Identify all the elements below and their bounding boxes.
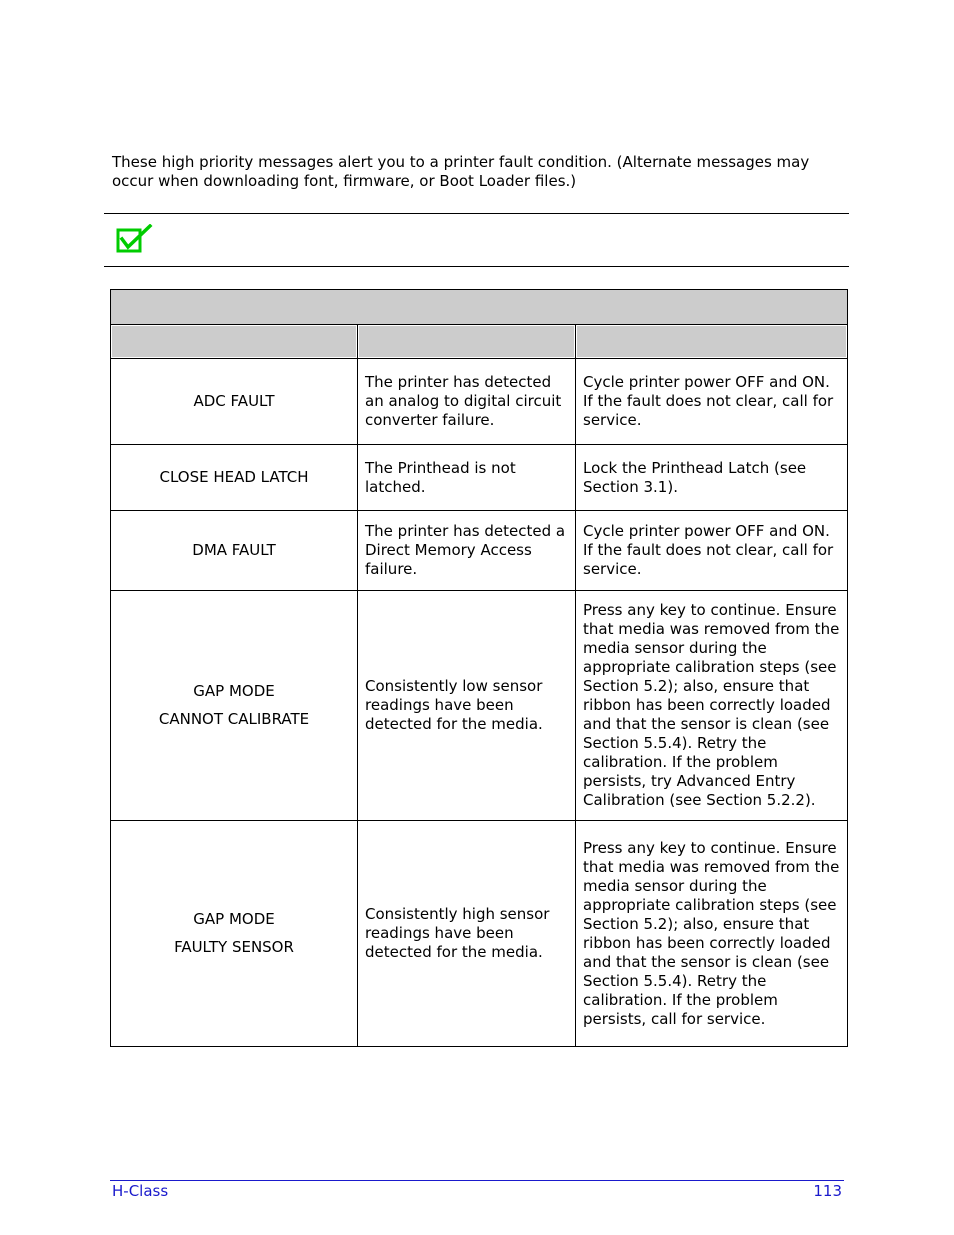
description-cell: The printer has detected an analog to digital circuit converter failure. [358,359,576,445]
message-text: FAULTY SENSOR [174,938,294,956]
action-cell: Press any key to continue. Ensure that media was removed from the media sensor during the appropriate calibration steps (see Section 5.2); also, ensure that ribbon has been correctly loaded and that the sensor is clean (see Section 5.5.4). Retry the calibration. If the problem persists, call for service. [576,821,848,1047]
message-text: GAP MODE [193,910,275,928]
action-cell: Lock the Printhead Latch (see Section 3.1). [576,445,848,511]
intro-paragraph: These high priority messages alert you to a printer fault condition. (Alternate messages may occur when downloading font, firmware, or Boot Loader files.) [112,153,810,190]
message-text: GAP MODE [193,682,275,700]
message-text: ADC FAULT [193,392,275,410]
action-cell: Press any key to continue. Ensure that media was removed from the media sensor during the appropriate calibration steps (see Section 5.2); also, ensure that ribbon has been correctly loaded and that the sensor is clean (see Section 5.5.4). Retry the calibration. If the problem persists, try Advanced Entry Calibration (see Section 5.2.2). [576,591,848,821]
footer-page-number: 113 [813,1182,842,1200]
message-cell [111,821,358,1047]
message-cell [111,591,358,821]
footer-rule [110,1180,844,1181]
description-cell: The printer has detected a Direct Memory Access failure. [358,511,576,591]
table-row [111,359,848,445]
fault-messages-table [110,289,848,1047]
table-row [111,445,848,511]
table-header-row [111,290,848,325]
table-header-cell [111,290,848,325]
description-cell: Consistently low sensor readings have been detected for the media. [358,591,576,821]
message-text: CLOSE HEAD LATCH [159,468,309,486]
message-cell [111,445,358,511]
table-row [111,591,848,821]
message-text: DMA FAULT [192,541,276,559]
message-cell [111,511,358,591]
description-cell: The Printhead is not latched. [358,445,576,511]
action-cell: Cycle printer power OFF and ON. If the fault does not clear, call for service. [576,511,848,591]
description-cell: Consistently high sensor readings have been detected for the media. [358,821,576,1047]
note-bottom-rule [104,266,849,267]
note-top-rule [104,213,849,214]
message-text: CANNOT CALIBRATE [158,710,310,728]
subheader-message-cell [111,325,358,359]
subheader-action-cell [576,325,848,359]
message-cell [111,359,358,445]
table-row [111,821,848,1047]
checkbox-check-icon [116,224,154,254]
table-subheader-row [111,325,848,359]
table-row [111,511,848,591]
footer-product-name: H-Class [112,1182,169,1200]
subheader-description-cell [358,325,576,359]
action-cell: Cycle printer power OFF and ON. If the fault does not clear, call for service. [576,359,848,445]
